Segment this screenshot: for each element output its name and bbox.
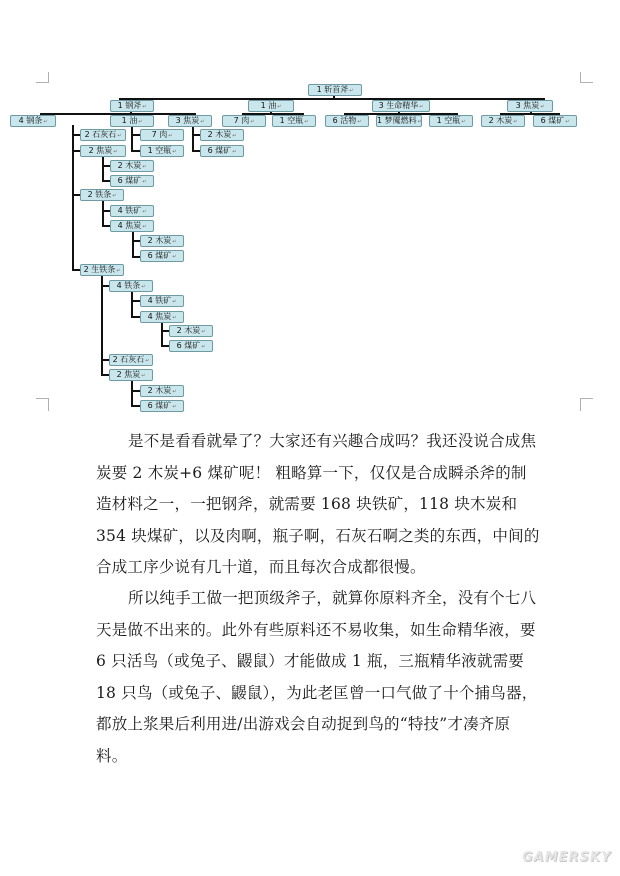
node-iron-bar: 2 铁条 ↵ (80, 189, 124, 201)
connector (101, 374, 109, 376)
node-meat: 7 肉 ↵ (140, 129, 184, 141)
node-root: 1 斩首斧 ↵ (308, 84, 362, 96)
node-charcoal: 2 木炭 ↵ (110, 160, 154, 172)
connector (72, 150, 80, 152)
connector (161, 330, 169, 332)
node-coal-ore: 6 煤矿 ↵ (140, 250, 184, 262)
connector (102, 225, 110, 227)
connector (131, 134, 140, 136)
connector (102, 201, 104, 227)
connector (132, 231, 134, 258)
connector (72, 194, 80, 196)
connector (102, 210, 110, 212)
connector (161, 345, 169, 347)
connector (192, 150, 200, 152)
connector (192, 134, 200, 136)
node-pig-iron-bar: 2 生铁条 ↵ (80, 264, 124, 276)
connector (131, 291, 133, 318)
node-coal-ore: 6 煤矿 ↵ (110, 175, 154, 187)
node-coke: 3 焦炭 ↵ (168, 115, 212, 127)
connector (131, 380, 133, 407)
connector (192, 125, 194, 152)
connector (119, 98, 545, 100)
connector (101, 276, 103, 376)
node-coke: 2 焦炭 ↵ (109, 369, 153, 381)
node-steel-axe: 1 钢斧 ↵ (110, 100, 154, 112)
node-empty-bottle: 1 空瓶 ↵ (429, 115, 473, 127)
node-iron-bar: 4 铁条 ↵ (109, 280, 153, 292)
node-charcoal: 2 木炭 ↵ (140, 385, 184, 397)
node-limestone: 2 石灰石 ↵ (109, 354, 153, 366)
connector (102, 156, 104, 182)
paragraph-text: 是不是看看就晕了？大家还有兴趣合成吗？我还没说合成焦炭要 2 木炭+6 煤矿呢！ 粗略算一下，仅仅是合成瞬杀斧的制造材料之一，一把钢斧，就需要 168 块铁矿，118 块木炭和 354 块煤矿，以及肉啊，瓶子啊，石灰石啊之类的东西，中间的合成工序少说有几十道，而且每次合成都很慢。 (96, 432, 540, 576)
node-oil: 1 油 ↵ (110, 115, 154, 127)
paragraph-text: 所以纯手工做一把顶级斧子，就算你原料齐全，没有个七八天是做不出来的。此外有些原料还不易收集，如生命精华液，要 6 只活鸟（或兔子、鼹鼠）才能做成 1 瓶，三瓶精华液就需要 18 只鸟（或兔子、鼹鼠），为此老匡曾一口气做了十个捕鸟器，都放上浆果后利用进/出游戏会自动捉到鸟的“特技”才凑齐原料。 (96, 589, 538, 765)
connector (72, 125, 74, 271)
node-charcoal: 2 木炭 ↵ (481, 115, 525, 127)
connector (131, 150, 140, 152)
connector (161, 321, 163, 347)
node-empty-bottle: 1 空瓶 ↵ (140, 145, 184, 157)
node-nightmare-fuel: 1 梦魇燃料 ↵ (376, 115, 422, 127)
connector (131, 405, 140, 407)
node-coal-ore: 6 煤矿 ↵ (533, 115, 577, 127)
node-charcoal: 2 木炭 ↵ (200, 129, 244, 141)
node-oil: 1 油 ↵ (248, 100, 294, 112)
node-living-creature: 6 活物 ↵ (325, 115, 369, 127)
node-iron-ore: 4 铁矿 ↵ (140, 295, 184, 307)
connector (102, 165, 110, 167)
connector (132, 256, 140, 258)
node-coal-ore: 6 煤矿 ↵ (169, 340, 213, 352)
connector (132, 240, 140, 242)
node-meat: 7 肉 ↵ (222, 115, 266, 127)
node-coke: 4 焦炭 ↵ (110, 220, 154, 232)
node-coke: 4 焦炭 ↵ (140, 311, 184, 323)
body-paragraph-2 (96, 583, 540, 772)
connector (102, 180, 110, 182)
node-charcoal: 2 木炭 ↵ (140, 235, 184, 247)
node-charcoal: 2 木炭 ↵ (169, 325, 213, 337)
node-coke: 2 焦炭 ↵ (80, 145, 126, 157)
crafting-tree-diagram (0, 0, 620, 420)
watermark-logo: GAMERSKY (522, 850, 612, 865)
node-life-essence: 3 生命精华 ↵ (372, 100, 430, 112)
connector (72, 134, 80, 136)
node-limestone: 2 石灰石 ↵ (80, 129, 126, 141)
node-iron-ore: 4 铁矿 ↵ (110, 205, 154, 217)
connector (131, 316, 140, 318)
connector (101, 285, 109, 287)
connector (72, 269, 80, 271)
node-empty-bottle: 1 空瓶 ↵ (272, 115, 316, 127)
body-paragraph-1 (96, 426, 540, 584)
node-coke: 3 焦炭 ↵ (507, 100, 553, 112)
connector (131, 390, 140, 392)
node-steel-bar: 4 钢条 ↵ (10, 115, 56, 127)
connector (101, 359, 109, 361)
node-coal-ore: 6 煤矿 ↵ (200, 145, 244, 157)
connector (131, 300, 140, 302)
node-coal-ore: 6 煤矿 ↵ (140, 400, 184, 412)
connector (131, 125, 133, 152)
